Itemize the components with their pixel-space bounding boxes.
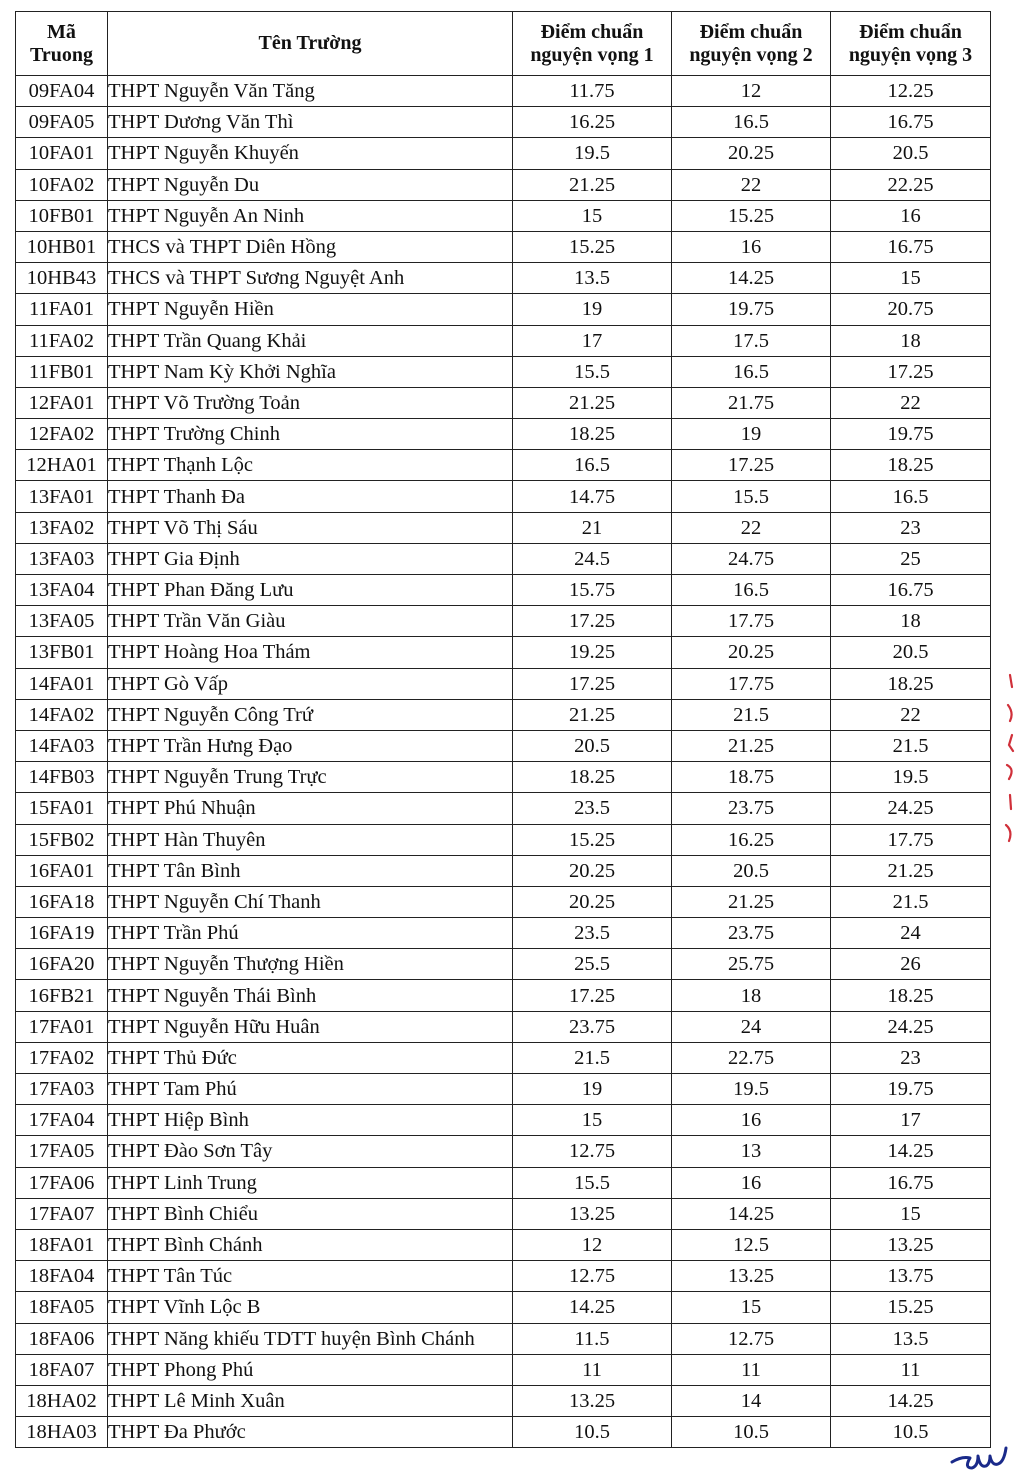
nv3-score-cell: 25 (831, 543, 991, 574)
signature-mark (950, 1440, 1014, 1474)
school-code-cell: 18FA05 (16, 1292, 108, 1323)
nv2-score-cell: 22 (672, 512, 831, 543)
school-name-cell: THPT Nguyễn Văn Tăng (108, 76, 513, 107)
school-name-cell: THPT Dương Văn Thì (108, 107, 513, 138)
nv1-score-cell: 11.5 (513, 1323, 672, 1354)
school-code-cell: 13FA02 (16, 512, 108, 543)
school-name-cell: THPT Linh Trung (108, 1167, 513, 1198)
table-row (16, 606, 991, 637)
nv1-score-cell: 15.5 (513, 356, 672, 387)
school-code-cell: 15FB02 (16, 824, 108, 855)
nv1-score-cell: 23.5 (513, 793, 672, 824)
table-row (16, 730, 991, 761)
nv2-score-cell: 16.5 (672, 107, 831, 138)
table-row (16, 699, 991, 730)
table-row (16, 512, 991, 543)
nv3-score-cell: 14.25 (831, 1385, 991, 1416)
nv2-score-cell: 23.75 (672, 793, 831, 824)
school-name-cell: THPT Trần Phú (108, 918, 513, 949)
nv3-score-cell: 16.75 (831, 107, 991, 138)
school-name-cell: THPT Trần Văn Giàu (108, 606, 513, 637)
school-code-cell: 11FB01 (16, 356, 108, 387)
school-code-cell: 12FA02 (16, 419, 108, 450)
school-name-cell: THPT Tam Phú (108, 1074, 513, 1105)
nv1-score-cell: 19.25 (513, 637, 672, 668)
nv2-score-cell: 16 (672, 1167, 831, 1198)
school-code-cell: 16FA18 (16, 886, 108, 917)
nv2-score-cell: 10.5 (672, 1417, 831, 1448)
nv1-score-cell: 17.25 (513, 980, 672, 1011)
nv1-score-cell: 12.75 (513, 1261, 672, 1292)
header-nv2: Điểm chuẩn nguyện vọng 2 (672, 12, 831, 76)
table-row (16, 325, 991, 356)
nv1-score-cell: 16.5 (513, 450, 672, 481)
nv2-score-cell: 24 (672, 1011, 831, 1042)
school-code-cell: 17FA05 (16, 1136, 108, 1167)
school-code-cell: 18HA03 (16, 1417, 108, 1448)
nv1-score-cell: 25.5 (513, 949, 672, 980)
school-name-cell: THPT Thủ Đức (108, 1042, 513, 1073)
nv2-score-cell: 15.25 (672, 200, 831, 231)
nv3-score-cell: 24.25 (831, 1011, 991, 1042)
header-school-code: Mã Truong (16, 12, 108, 76)
table-row (16, 1292, 991, 1323)
nv3-score-cell: 18 (831, 606, 991, 637)
school-code-cell: 14FA03 (16, 730, 108, 761)
school-code-cell: 13FA04 (16, 575, 108, 606)
table-row (16, 481, 991, 512)
table-row (16, 918, 991, 949)
nv2-score-cell: 17.75 (672, 606, 831, 637)
school-code-cell: 14FA02 (16, 699, 108, 730)
nv1-score-cell: 12.75 (513, 1136, 672, 1167)
nv2-score-cell: 21.5 (672, 699, 831, 730)
table-row (16, 1167, 991, 1198)
school-name-cell: THPT Phú Nhuận (108, 793, 513, 824)
table-row (16, 138, 991, 169)
school-name-cell: THPT Trường Chinh (108, 419, 513, 450)
school-code-cell: 13FA05 (16, 606, 108, 637)
school-name-cell: THPT Hàn Thuyên (108, 824, 513, 855)
nv3-score-cell: 17 (831, 1105, 991, 1136)
nv3-score-cell: 21.5 (831, 886, 991, 917)
table-row (16, 231, 991, 262)
school-name-cell: THPT Vĩnh Lộc B (108, 1292, 513, 1323)
nv1-score-cell: 19 (513, 294, 672, 325)
nv1-score-cell: 21.5 (513, 1042, 672, 1073)
school-name-cell: THPT Phan Đăng Lưu (108, 575, 513, 606)
school-name-cell: THCS và THPT Diên Hồng (108, 231, 513, 262)
nv2-score-cell: 20.5 (672, 855, 831, 886)
school-code-cell: 09FA04 (16, 76, 108, 107)
nv1-score-cell: 12 (513, 1229, 672, 1260)
nv3-score-cell: 18 (831, 325, 991, 356)
cutoff-scores-table (15, 11, 991, 1448)
nv1-score-cell: 11.75 (513, 76, 672, 107)
school-name-cell: THPT Nguyễn Hiền (108, 294, 513, 325)
table-row (16, 637, 991, 668)
nv2-score-cell: 14.25 (672, 1198, 831, 1229)
table-row (16, 263, 991, 294)
table-row (16, 1354, 991, 1385)
nv1-score-cell: 15.25 (513, 824, 672, 855)
table-row (16, 76, 991, 107)
nv2-score-cell: 16.5 (672, 356, 831, 387)
school-code-cell: 18FA07 (16, 1354, 108, 1385)
school-name-cell: THPT Đa Phước (108, 1417, 513, 1448)
nv3-score-cell: 21.5 (831, 730, 991, 761)
table-row (16, 1417, 991, 1448)
table-row (16, 1042, 991, 1073)
nv3-score-cell: 18.25 (831, 450, 991, 481)
header-row (16, 12, 991, 76)
nv1-score-cell: 15 (513, 200, 672, 231)
nv3-score-cell: 22 (831, 387, 991, 418)
nv1-score-cell: 19 (513, 1074, 672, 1105)
school-code-cell: 17FA02 (16, 1042, 108, 1073)
table-row (16, 169, 991, 200)
nv2-score-cell: 14 (672, 1385, 831, 1416)
nv2-score-cell: 12 (672, 76, 831, 107)
nv2-score-cell: 18.75 (672, 762, 831, 793)
table-row (16, 543, 991, 574)
nv1-score-cell: 20.25 (513, 886, 672, 917)
nv2-score-cell: 23.75 (672, 918, 831, 949)
school-code-cell: 18FA04 (16, 1261, 108, 1292)
school-code-cell: 18FA01 (16, 1229, 108, 1260)
nv1-score-cell: 24.5 (513, 543, 672, 574)
nv3-score-cell: 24 (831, 918, 991, 949)
nv3-score-cell: 12.25 (831, 76, 991, 107)
nv1-score-cell: 10.5 (513, 1417, 672, 1448)
school-code-cell: 14FA01 (16, 668, 108, 699)
school-name-cell: THPT Nguyễn An Ninh (108, 200, 513, 231)
nv1-score-cell: 11 (513, 1354, 672, 1385)
table-row (16, 419, 991, 450)
table-row (16, 1136, 991, 1167)
nv3-score-cell: 17.25 (831, 356, 991, 387)
nv1-score-cell: 18.25 (513, 419, 672, 450)
nv3-score-cell: 26 (831, 949, 991, 980)
school-name-cell: THPT Nguyễn Du (108, 169, 513, 200)
table-row (16, 1105, 991, 1136)
nv2-score-cell: 17.75 (672, 668, 831, 699)
table-row (16, 450, 991, 481)
school-code-cell: 10FA02 (16, 169, 108, 200)
nv1-score-cell: 13.25 (513, 1385, 672, 1416)
school-name-cell: THPT Nguyễn Khuyến (108, 138, 513, 169)
nv3-score-cell: 20.5 (831, 138, 991, 169)
school-name-cell: THPT Trần Quang Khải (108, 325, 513, 356)
nv3-score-cell: 18.25 (831, 980, 991, 1011)
nv2-score-cell: 19.75 (672, 294, 831, 325)
nv1-score-cell: 17.25 (513, 606, 672, 637)
school-code-cell: 10HB01 (16, 231, 108, 262)
school-name-cell: THPT Nguyễn Thái Bình (108, 980, 513, 1011)
school-code-cell: 17FA07 (16, 1198, 108, 1229)
nv3-score-cell: 19.75 (831, 419, 991, 450)
nv2-score-cell: 14.25 (672, 263, 831, 294)
school-code-cell: 10HB43 (16, 263, 108, 294)
table-row (16, 1229, 991, 1260)
school-code-cell: 16FB21 (16, 980, 108, 1011)
nv1-score-cell: 15.75 (513, 575, 672, 606)
nv3-score-cell: 13.5 (831, 1323, 991, 1354)
table-row (16, 1198, 991, 1229)
nv2-score-cell: 25.75 (672, 949, 831, 980)
nv2-score-cell: 22.75 (672, 1042, 831, 1073)
nv2-score-cell: 22 (672, 169, 831, 200)
nv1-score-cell: 16.25 (513, 107, 672, 138)
table-row (16, 980, 991, 1011)
nv1-score-cell: 18.25 (513, 762, 672, 793)
school-name-cell: THPT Năng khiếu TDTT huyện Bình Chánh (108, 1323, 513, 1354)
school-name-cell: THPT Gia Định (108, 543, 513, 574)
nv3-score-cell: 16.5 (831, 481, 991, 512)
nv2-score-cell: 17.25 (672, 450, 831, 481)
nv3-score-cell: 10.5 (831, 1417, 991, 1448)
nv1-score-cell: 14.75 (513, 481, 672, 512)
school-name-cell: THPT Hoàng Hoa Thám (108, 637, 513, 668)
school-code-cell: 11FA01 (16, 294, 108, 325)
school-code-cell: 13FA03 (16, 543, 108, 574)
nv2-score-cell: 16 (672, 231, 831, 262)
school-name-cell: THCS và THPT Sương Nguyệt Anh (108, 263, 513, 294)
school-name-cell: THPT Nguyễn Trung Trực (108, 762, 513, 793)
school-name-cell: THPT Đào Sơn Tây (108, 1136, 513, 1167)
nv3-score-cell: 13.25 (831, 1229, 991, 1260)
nv3-score-cell: 17.75 (831, 824, 991, 855)
table-row (16, 855, 991, 886)
header-nv1: Điểm chuẩn nguyện vọng 1 (513, 12, 672, 76)
school-name-cell: THPT Phong Phú (108, 1354, 513, 1385)
school-code-cell: 11FA02 (16, 325, 108, 356)
nv3-score-cell: 15 (831, 263, 991, 294)
table-row (16, 200, 991, 231)
school-code-cell: 09FA05 (16, 107, 108, 138)
nv3-score-cell: 18.25 (831, 668, 991, 699)
nv1-score-cell: 20.5 (513, 730, 672, 761)
nv3-score-cell: 21.25 (831, 855, 991, 886)
header-school-name: Tên Trường (108, 12, 513, 76)
nv1-score-cell: 17.25 (513, 668, 672, 699)
nv1-score-cell: 15.25 (513, 231, 672, 262)
school-name-cell: THPT Thạnh Lộc (108, 450, 513, 481)
table-row (16, 1385, 991, 1416)
nv1-score-cell: 23.5 (513, 918, 672, 949)
school-name-cell: THPT Bình Chánh (108, 1229, 513, 1260)
school-code-cell: 16FA01 (16, 855, 108, 886)
nv2-score-cell: 18 (672, 980, 831, 1011)
nv2-score-cell: 13 (672, 1136, 831, 1167)
school-name-cell: THPT Võ Thị Sáu (108, 512, 513, 543)
school-code-cell: 10FB01 (16, 200, 108, 231)
school-name-cell: THPT Võ Trường Toản (108, 387, 513, 418)
nv3-score-cell: 23 (831, 1042, 991, 1073)
school-name-cell: THPT Gò Vấp (108, 668, 513, 699)
table-row (16, 1011, 991, 1042)
nv1-score-cell: 21 (513, 512, 672, 543)
school-code-cell: 16FA20 (16, 949, 108, 980)
nv3-score-cell: 15.25 (831, 1292, 991, 1323)
school-code-cell: 15FA01 (16, 793, 108, 824)
nv3-score-cell: 16.75 (831, 1167, 991, 1198)
table-row (16, 668, 991, 699)
table-row (16, 886, 991, 917)
school-code-cell: 13FB01 (16, 637, 108, 668)
nv2-score-cell: 16.5 (672, 575, 831, 606)
table-row (16, 1261, 991, 1292)
nv3-score-cell: 13.75 (831, 1261, 991, 1292)
nv3-score-cell: 22 (831, 699, 991, 730)
nv3-score-cell: 11 (831, 1354, 991, 1385)
table-row (16, 356, 991, 387)
nv1-score-cell: 20.25 (513, 855, 672, 886)
nv2-score-cell: 24.75 (672, 543, 831, 574)
nv1-score-cell: 14.25 (513, 1292, 672, 1323)
nv3-score-cell: 20.5 (831, 637, 991, 668)
school-name-cell: THPT Lê Minh Xuân (108, 1385, 513, 1416)
nv2-score-cell: 20.25 (672, 637, 831, 668)
nv1-score-cell: 23.75 (513, 1011, 672, 1042)
nv3-score-cell: 24.25 (831, 793, 991, 824)
nv2-score-cell: 19.5 (672, 1074, 831, 1105)
table-row (16, 107, 991, 138)
nv2-score-cell: 13.25 (672, 1261, 831, 1292)
table-row (16, 1323, 991, 1354)
nv3-score-cell: 16 (831, 200, 991, 231)
nv3-score-cell: 16.75 (831, 575, 991, 606)
nv1-score-cell: 19.5 (513, 138, 672, 169)
school-code-cell: 18FA06 (16, 1323, 108, 1354)
nv2-score-cell: 12.75 (672, 1323, 831, 1354)
nv2-score-cell: 16.25 (672, 824, 831, 855)
nv3-score-cell: 19.75 (831, 1074, 991, 1105)
nv1-score-cell: 13.25 (513, 1198, 672, 1229)
table-row (16, 949, 991, 980)
nv1-score-cell: 21.25 (513, 169, 672, 200)
nv3-score-cell: 22.25 (831, 169, 991, 200)
school-code-cell: 14FB03 (16, 762, 108, 793)
school-code-cell: 10FA01 (16, 138, 108, 169)
nv1-score-cell: 21.25 (513, 387, 672, 418)
nv2-score-cell: 21.25 (672, 730, 831, 761)
table-row (16, 762, 991, 793)
school-name-cell: THPT Nguyễn Thượng Hiền (108, 949, 513, 980)
school-name-cell: THPT Thanh Đa (108, 481, 513, 512)
school-name-cell: THPT Nam Kỳ Khởi Nghĩa (108, 356, 513, 387)
nv3-score-cell: 20.75 (831, 294, 991, 325)
nv2-score-cell: 21.25 (672, 886, 831, 917)
nv2-score-cell: 11 (672, 1354, 831, 1385)
school-code-cell: 12FA01 (16, 387, 108, 418)
school-name-cell: THPT Bình Chiểu (108, 1198, 513, 1229)
school-name-cell: THPT Trần Hưng Đạo (108, 730, 513, 761)
school-code-cell: 17FA04 (16, 1105, 108, 1136)
nv1-score-cell: 15 (513, 1105, 672, 1136)
nv2-score-cell: 19 (672, 419, 831, 450)
nv3-score-cell: 19.5 (831, 762, 991, 793)
table-row (16, 294, 991, 325)
nv1-score-cell: 13.5 (513, 263, 672, 294)
nv3-score-cell: 15 (831, 1198, 991, 1229)
school-name-cell: THPT Nguyễn Chí Thanh (108, 886, 513, 917)
school-code-cell: 13FA01 (16, 481, 108, 512)
school-code-cell: 17FA06 (16, 1167, 108, 1198)
nv2-score-cell: 15.5 (672, 481, 831, 512)
school-name-cell: THPT Tân Túc (108, 1261, 513, 1292)
table-row (16, 793, 991, 824)
nv3-score-cell: 16.75 (831, 231, 991, 262)
nv2-score-cell: 21.75 (672, 387, 831, 418)
nv2-score-cell: 20.25 (672, 138, 831, 169)
school-code-cell: 16FA19 (16, 918, 108, 949)
table-row (16, 575, 991, 606)
table-row (16, 824, 991, 855)
school-code-cell: 17FA03 (16, 1074, 108, 1105)
nv2-score-cell: 16 (672, 1105, 831, 1136)
nv2-score-cell: 17.5 (672, 325, 831, 356)
nv1-score-cell: 17 (513, 325, 672, 356)
nv3-score-cell: 23 (831, 512, 991, 543)
school-name-cell: THPT Nguyễn Hữu Huân (108, 1011, 513, 1042)
nv2-score-cell: 12.5 (672, 1229, 831, 1260)
table-body (16, 76, 991, 1448)
table-row (16, 1074, 991, 1105)
school-name-cell: THPT Hiệp Bình (108, 1105, 513, 1136)
nv1-score-cell: 21.25 (513, 699, 672, 730)
school-code-cell: 17FA01 (16, 1011, 108, 1042)
school-name-cell: THPT Tân Bình (108, 855, 513, 886)
nv1-score-cell: 15.5 (513, 1167, 672, 1198)
school-code-cell: 18HA02 (16, 1385, 108, 1416)
header-nv3: Điểm chuẩn nguyện vọng 3 (831, 12, 991, 76)
red-stamp-mark (998, 665, 1020, 855)
school-code-cell: 12HA01 (16, 450, 108, 481)
nv2-score-cell: 15 (672, 1292, 831, 1323)
school-name-cell: THPT Nguyễn Công Trứ (108, 699, 513, 730)
table-row (16, 387, 991, 418)
nv3-score-cell: 14.25 (831, 1136, 991, 1167)
